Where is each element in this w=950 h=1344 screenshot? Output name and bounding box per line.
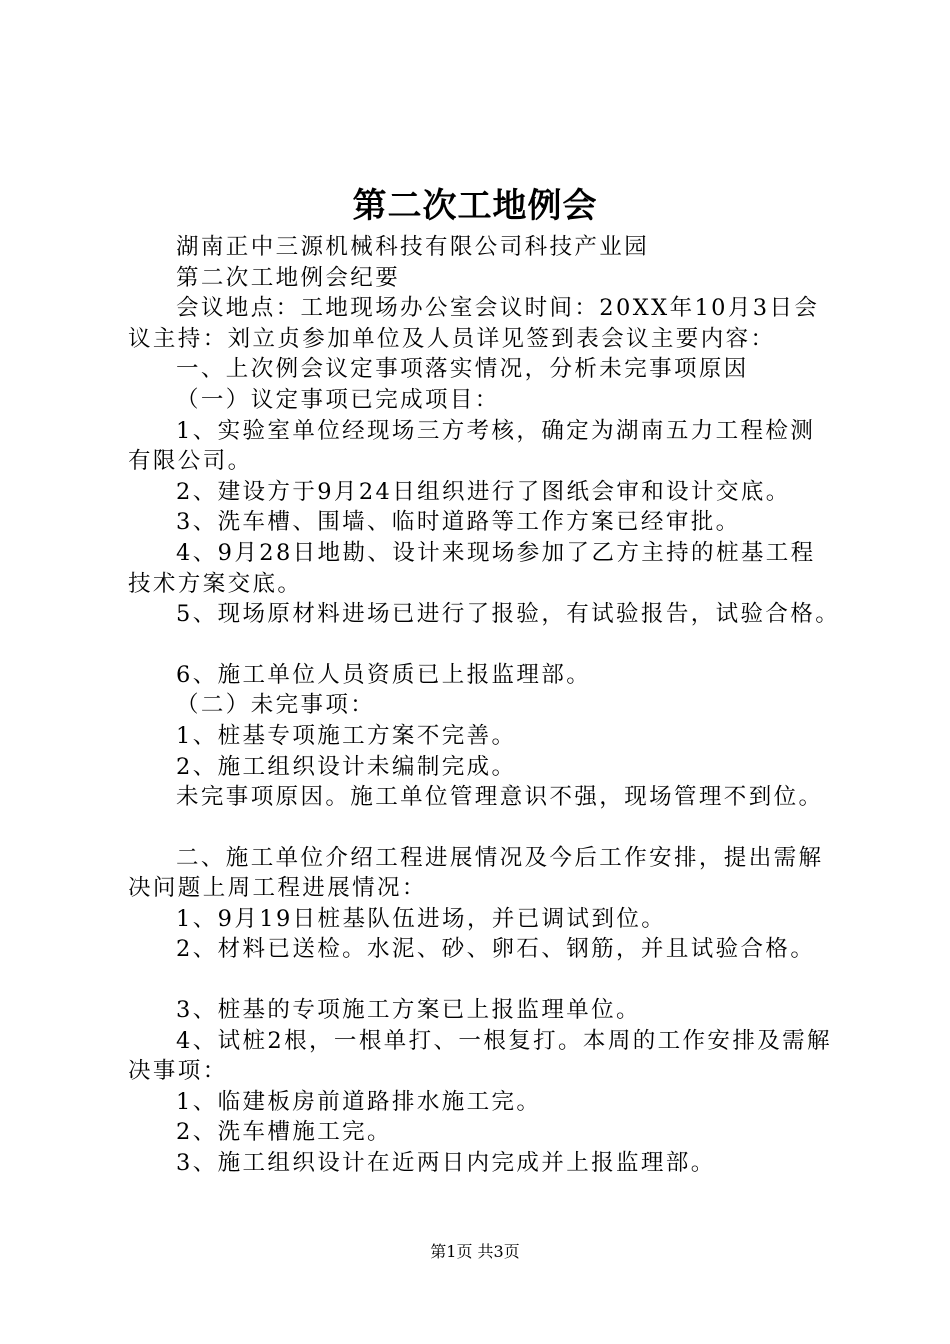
paragraph-completed-item-3: 3、洗车槽、围墙、临时道路等工作方案已经审批。 bbox=[176, 509, 741, 536]
paragraph-plan-item-1: 1、临建板房前道路排水施工完。 bbox=[176, 1088, 542, 1115]
paragraph-section-two: 二、施工单位介绍工程进展情况及今后工作安排，提出需解决问题上周工程进展情况： bbox=[128, 844, 824, 902]
paragraph-section-one: 一、上次例会议定事项落实情况，分析未完事项原因 bbox=[176, 356, 749, 383]
document-title: 第二次工地例会 bbox=[352, 186, 598, 226]
page-footer: 第1页 共3页 bbox=[430, 1242, 520, 1261]
paragraph-pending-item-2: 2、施工组织设计未编制完成。 bbox=[176, 753, 517, 780]
paragraph-completed-item-6: 6、施工单位人员资质已上报监理部。 bbox=[176, 661, 592, 688]
paragraph-progress-item-1: 1、9月19日桩基队伍进场，并已调试到位。 bbox=[176, 905, 667, 932]
paragraph-progress-item-2: 2、材料已送检。水泥、砂、卵石、钢筋，并且试验合格。 bbox=[176, 936, 816, 963]
paragraph-completed-item-1: 1、实验室单位经现场三方考核，确定为湖南五力工程检测有限公司。 bbox=[128, 417, 816, 475]
paragraph-completed-item-4: 4、9月28日地勘、设计来现场参加了乙方主持的桩基工程技术方案交底。 bbox=[128, 539, 816, 597]
paragraph-pending-reason: 未完事项原因。施工单位管理意识不强，现场管理不到位。 bbox=[176, 784, 824, 811]
paragraph-minutes-title: 第二次工地例会纪要 bbox=[176, 264, 401, 291]
document-body bbox=[128, 232, 840, 1179]
paragraph-progress-item-4: 4、试桩2根，一根单打、一根复打。本周的工作安排及需解决事项： bbox=[128, 1027, 832, 1085]
paragraph-subsection-completed: （一）议定事项已完成项目： bbox=[176, 386, 500, 413]
paragraph-progress-item-3: 3、桩基的专项施工方案已上报监理单位。 bbox=[176, 997, 641, 1024]
paragraph-pending-item-1: 1、桩基专项施工方案不完善。 bbox=[176, 722, 517, 749]
paragraph-plan-item-3: 3、施工组织设计在近两日内完成并上报监理部。 bbox=[176, 1150, 716, 1177]
paragraph-meeting-info: 会议地点：工地现场办公室会议时间：20XX年10月3日会议主持：刘立贞参加单位及人员详见签到表会议主要内容： bbox=[128, 295, 820, 352]
paragraph-company: 湖南正中三源机械科技有限公司科技产业园 bbox=[176, 234, 650, 260]
paragraph-plan-item-2: 2、洗车槽施工完。 bbox=[176, 1119, 392, 1146]
paragraph-subsection-pending: （二）未完事项： bbox=[176, 692, 376, 719]
paragraph-completed-item-2: 2、建设方于9月24日组织进行了图纸会审和设计交底。 bbox=[176, 478, 791, 505]
paragraph-completed-item-5: 5、现场原材料进场已进行了报验，有试验报告，试验合格。 bbox=[176, 601, 841, 628]
